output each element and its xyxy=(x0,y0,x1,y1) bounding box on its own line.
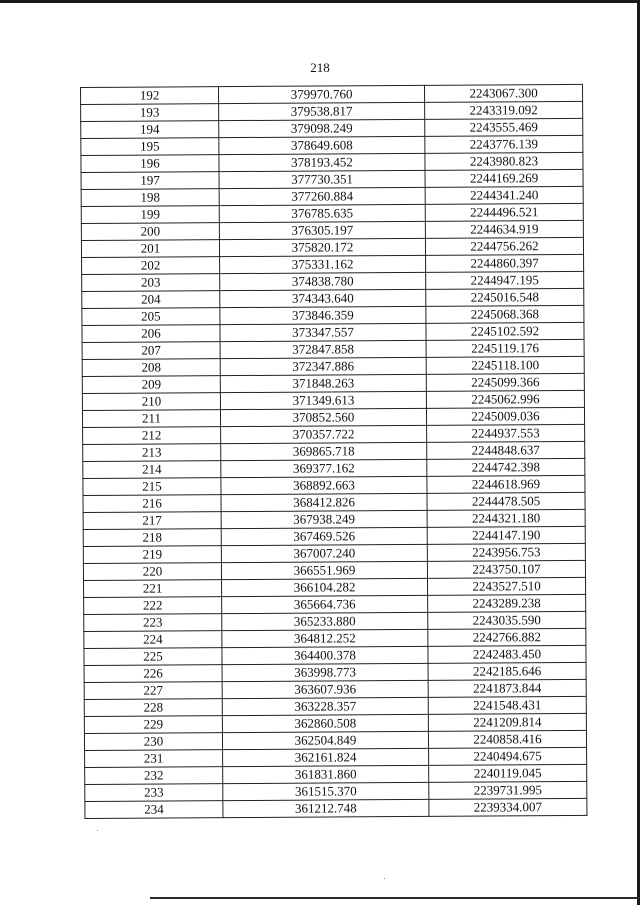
y-coordinate-cell: 2241209.814 xyxy=(428,713,586,731)
point-number-cell: 222 xyxy=(84,597,222,615)
y-coordinate-cell: 2245119.176 xyxy=(426,339,584,357)
x-coordinate-cell: 376785.635 xyxy=(219,204,425,222)
point-number-cell: 211 xyxy=(82,410,220,428)
point-number-cell: 201 xyxy=(81,240,219,258)
x-coordinate-cell: 374343.640 xyxy=(220,289,426,307)
x-coordinate-cell: 370357.722 xyxy=(221,425,427,443)
point-number-cell: 193 xyxy=(81,104,219,122)
y-coordinate-cell: 2241548.431 xyxy=(428,696,586,714)
x-coordinate-cell: 379098.249 xyxy=(219,119,425,137)
y-coordinate-cell: 2242185.646 xyxy=(428,662,586,680)
x-coordinate-cell: 361212.748 xyxy=(223,799,429,817)
x-coordinate-cell: 378649.608 xyxy=(219,136,425,154)
coordinate-table-body xyxy=(81,84,587,818)
x-coordinate-cell: 370852.560 xyxy=(220,408,426,426)
y-coordinate-cell: 2245099.366 xyxy=(426,373,584,391)
point-number-cell: 200 xyxy=(81,223,219,241)
y-coordinate-cell: 2244147.190 xyxy=(427,526,585,544)
point-number-cell: 229 xyxy=(84,716,222,734)
point-number-cell: 212 xyxy=(83,427,221,445)
y-coordinate-cell: 2244341.240 xyxy=(425,186,583,204)
y-coordinate-cell: 2239334.007 xyxy=(429,798,587,816)
point-number-cell: 199 xyxy=(81,206,219,224)
x-coordinate-cell: 362161.824 xyxy=(223,748,429,766)
table-row xyxy=(85,798,587,818)
coordinate-table xyxy=(80,84,587,819)
scan-border-bottom xyxy=(150,897,640,899)
point-number-cell: 194 xyxy=(81,121,219,139)
point-number-cell: 196 xyxy=(81,155,219,173)
y-coordinate-cell: 2244756.262 xyxy=(425,237,583,255)
x-coordinate-cell: 379538.817 xyxy=(219,102,425,120)
y-coordinate-cell: 2245118.100 xyxy=(426,356,584,374)
point-number-cell: 223 xyxy=(84,614,222,632)
point-number-cell: 198 xyxy=(81,189,219,207)
x-coordinate-cell: 361515.370 xyxy=(223,782,429,800)
y-coordinate-cell: 2240858.416 xyxy=(428,730,586,748)
y-coordinate-cell: 2244618.969 xyxy=(427,475,585,493)
scan-speck xyxy=(97,830,98,831)
x-coordinate-cell: 363998.773 xyxy=(222,663,428,681)
x-coordinate-cell: 371848.263 xyxy=(220,374,426,392)
point-number-cell: 225 xyxy=(84,648,222,666)
point-number-cell: 230 xyxy=(84,733,222,751)
x-coordinate-cell: 368412.826 xyxy=(221,493,427,511)
point-number-cell: 207 xyxy=(82,342,220,360)
point-number-cell: 224 xyxy=(84,631,222,649)
point-number-cell: 220 xyxy=(83,563,221,581)
y-coordinate-cell: 2245009.036 xyxy=(426,407,584,425)
x-coordinate-cell: 372847.858 xyxy=(220,340,426,358)
y-coordinate-cell: 2244321.180 xyxy=(427,509,585,527)
y-coordinate-cell: 2243035.590 xyxy=(428,611,586,629)
point-number-cell: 213 xyxy=(83,444,221,462)
x-coordinate-cell: 372347.886 xyxy=(220,357,426,375)
x-coordinate-cell: 365664.736 xyxy=(222,595,428,613)
point-number-cell: 206 xyxy=(82,325,220,343)
x-coordinate-cell: 367469.526 xyxy=(221,527,427,545)
x-coordinate-cell: 367938.249 xyxy=(221,510,427,528)
x-coordinate-cell: 364400.378 xyxy=(222,646,428,664)
page-number: 218 xyxy=(310,60,330,75)
x-coordinate-cell: 364812.252 xyxy=(222,629,428,647)
y-coordinate-cell: 2243067.300 xyxy=(424,84,582,102)
x-coordinate-cell: 375820.172 xyxy=(219,238,425,256)
y-coordinate-cell: 2243750.107 xyxy=(427,560,585,578)
point-number-cell: 221 xyxy=(84,580,222,598)
x-coordinate-cell: 373846.359 xyxy=(220,306,426,324)
point-number-cell: 227 xyxy=(84,682,222,700)
x-coordinate-cell: 362860.508 xyxy=(222,714,428,732)
x-coordinate-cell: 363607.936 xyxy=(222,680,428,698)
scan-border-top xyxy=(0,0,640,3)
point-number-cell: 218 xyxy=(83,529,221,547)
y-coordinate-cell: 2245062.996 xyxy=(426,390,584,408)
point-number-cell: 197 xyxy=(81,172,219,190)
y-coordinate-cell: 2243956.753 xyxy=(427,543,585,561)
y-coordinate-cell: 2243527.510 xyxy=(428,577,586,595)
point-number-cell: 205 xyxy=(82,308,220,326)
y-coordinate-cell: 2244947.195 xyxy=(426,271,584,289)
point-number-cell: 233 xyxy=(85,784,223,802)
y-coordinate-cell: 2243555.469 xyxy=(425,118,583,136)
point-number-cell: 232 xyxy=(85,767,223,785)
point-number-cell: 217 xyxy=(83,512,221,530)
x-coordinate-cell: 377730.351 xyxy=(219,170,425,188)
point-number-cell: 195 xyxy=(81,138,219,156)
x-coordinate-cell: 377260.884 xyxy=(219,187,425,205)
x-coordinate-cell: 361831.860 xyxy=(223,765,429,783)
point-number-cell: 210 xyxy=(82,393,220,411)
y-coordinate-cell: 2245016.548 xyxy=(426,288,584,306)
y-coordinate-cell: 2243289.238 xyxy=(428,594,586,612)
point-number-cell: 219 xyxy=(83,546,221,564)
y-coordinate-cell: 2244860.397 xyxy=(426,254,584,272)
x-coordinate-cell: 367007.240 xyxy=(221,544,427,562)
point-number-cell: 228 xyxy=(84,699,222,717)
point-number-cell: 231 xyxy=(85,750,223,768)
x-coordinate-cell: 375331.162 xyxy=(220,255,426,273)
point-number-cell: 216 xyxy=(83,495,221,513)
x-coordinate-cell: 366551.969 xyxy=(221,561,427,579)
scan-speck xyxy=(384,878,385,879)
point-number-cell: 209 xyxy=(82,376,220,394)
x-coordinate-cell: 368892.663 xyxy=(221,476,427,494)
x-coordinate-cell: 365233.880 xyxy=(222,612,428,630)
y-coordinate-cell: 2243319.092 xyxy=(425,101,583,119)
y-coordinate-cell: 2244937.553 xyxy=(427,424,585,442)
x-coordinate-cell: 374838.780 xyxy=(220,272,426,290)
x-coordinate-cell: 369865.718 xyxy=(221,442,427,460)
y-coordinate-cell: 2245102.592 xyxy=(426,322,584,340)
y-coordinate-cell: 2242483.450 xyxy=(428,645,586,663)
y-coordinate-cell: 2245068.368 xyxy=(426,305,584,323)
point-number-cell: 204 xyxy=(82,291,220,309)
y-coordinate-cell: 2239731.995 xyxy=(429,781,587,799)
x-coordinate-cell: 379970.760 xyxy=(219,85,425,103)
y-coordinate-cell: 2244478.505 xyxy=(427,492,585,510)
x-coordinate-cell: 376305.197 xyxy=(219,221,425,239)
x-coordinate-cell: 362504.849 xyxy=(222,731,428,749)
y-coordinate-cell: 2243776.139 xyxy=(425,135,583,153)
y-coordinate-cell: 2244742.398 xyxy=(427,458,585,476)
point-number-cell: 214 xyxy=(83,461,221,479)
point-number-cell: 202 xyxy=(82,257,220,275)
y-coordinate-cell: 2244169.269 xyxy=(425,169,583,187)
point-number-cell: 208 xyxy=(82,359,220,377)
y-coordinate-cell: 2244496.521 xyxy=(425,203,583,221)
point-number-cell: 226 xyxy=(84,665,222,683)
x-coordinate-cell: 378193.452 xyxy=(219,153,425,171)
y-coordinate-cell: 2244634.919 xyxy=(425,220,583,238)
x-coordinate-cell: 363228.357 xyxy=(222,697,428,715)
x-coordinate-cell: 373347.557 xyxy=(220,323,426,341)
y-coordinate-cell: 2242766.882 xyxy=(428,628,586,646)
y-coordinate-cell: 2240119.045 xyxy=(429,764,587,782)
point-number-cell: 203 xyxy=(82,274,220,292)
point-number-cell: 192 xyxy=(81,87,219,105)
y-coordinate-cell: 2241873.844 xyxy=(428,679,586,697)
point-number-cell: 234 xyxy=(85,801,223,819)
y-coordinate-cell: 2244848.637 xyxy=(427,441,585,459)
y-coordinate-cell: 2240494.675 xyxy=(429,747,587,765)
x-coordinate-cell: 366104.282 xyxy=(222,578,428,596)
x-coordinate-cell: 369377.162 xyxy=(221,459,427,477)
x-coordinate-cell: 371349.613 xyxy=(220,391,426,409)
y-coordinate-cell: 2243980.823 xyxy=(425,152,583,170)
point-number-cell: 215 xyxy=(83,478,221,496)
